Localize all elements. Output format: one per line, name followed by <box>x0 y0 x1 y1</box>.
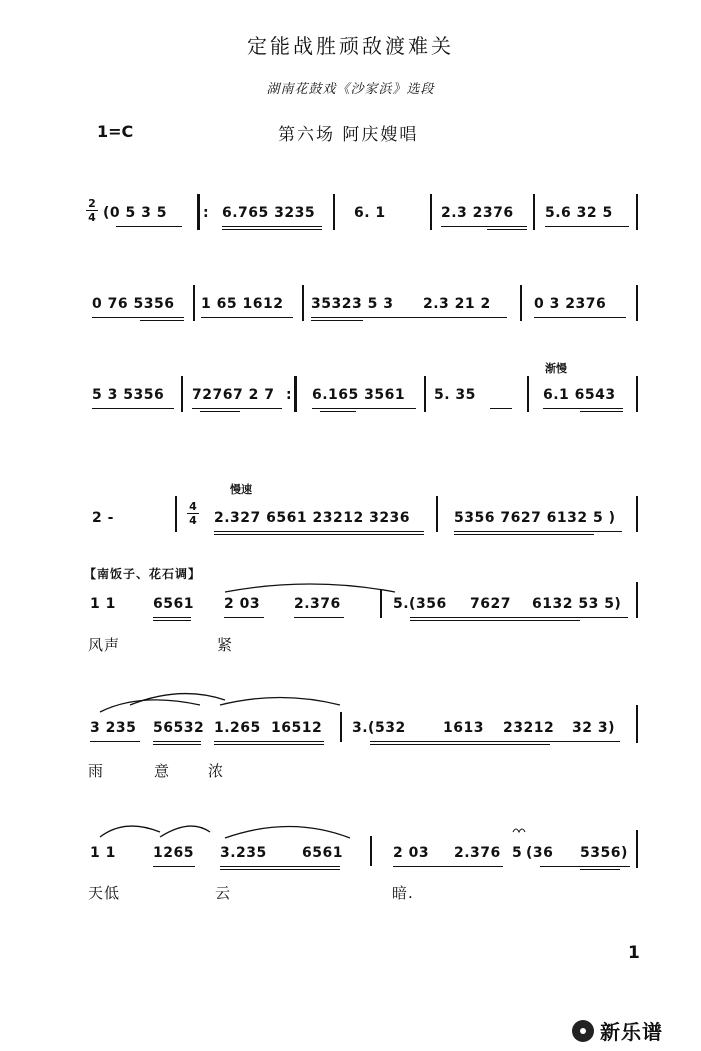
row6-note-1: 3 235 <box>90 720 137 736</box>
row2-measure-5: 0 3 2376 <box>534 296 607 312</box>
lyric-word: 浓 <box>208 762 225 780</box>
row2-measure-2: 1 65 1612 <box>201 296 284 312</box>
row7-note-7: 5 <box>512 845 523 861</box>
time-signature-2-4: 2 4 <box>86 198 98 223</box>
record-disc-icon <box>572 1020 594 1042</box>
lyric-word: 雨 <box>88 762 105 780</box>
row6-note-5: 3.(532 <box>352 720 406 736</box>
row4-measure-2: 2.327 6561 23212 3236 <box>214 510 411 526</box>
row5-note-7: 6132 53 5) <box>532 596 622 612</box>
row4-measure-1: 2 - <box>92 510 114 526</box>
row7-note-4: 6561 <box>302 845 343 861</box>
row6-note-7: 23212 <box>503 720 555 736</box>
row1-measure-5: 5.6 32 5 <box>545 205 613 221</box>
row2-measure-4: 2.3 21 2 <box>423 296 491 312</box>
key-signature: 1=C <box>97 122 134 141</box>
row1-measure-3: 6. 1 <box>354 205 386 221</box>
lyric-word: 天低 <box>88 884 121 902</box>
subtitle: 湖南花鼓戏《沙家浜》选段 <box>266 82 435 97</box>
row7-note-9: 5356) <box>580 845 628 861</box>
lyric-word: 意 <box>154 762 171 780</box>
row4-measure-3: 5356 7627 6132 5 ) <box>454 510 616 526</box>
row1-measure-1: (0 5 3 5 <box>103 205 167 221</box>
lyric-word: 风声 <box>88 636 121 654</box>
row7-note-8: (36 <box>526 845 554 861</box>
site-logo <box>572 1016 663 1045</box>
row5-note-4: 2.376 <box>294 596 341 612</box>
row5-note-2: 6561 <box>153 596 194 612</box>
melody-type-tag: 【南饭子、花石调】 <box>84 567 202 581</box>
row7-note-1: 1 1 <box>90 845 116 861</box>
time-signature-4-4: 4 4 <box>187 501 199 526</box>
row3-measure-5: 6.1 6543 <box>543 387 616 403</box>
row1-measure-2: 6.765 3235 <box>222 205 316 221</box>
row7-note-6: 2.376 <box>454 845 501 861</box>
row6-note-6: 1613 <box>443 720 484 736</box>
row7-note-2: 1265 <box>153 845 194 861</box>
tempo-marking-slow: 慢速 <box>230 483 252 496</box>
row5-note-6: 7627 <box>470 596 511 612</box>
row3-measure-1: 5 3 5356 <box>92 387 165 403</box>
lyric-word: 云 <box>215 884 232 902</box>
repeat-dots: : <box>203 205 210 221</box>
page-title: 定能战胜顽敌渡难关 <box>247 34 454 58</box>
row5-note-3: 2 03 <box>224 596 261 612</box>
row6-note-8: 32 3) <box>572 720 615 736</box>
row5-note-5: 5.(356 <box>393 596 447 612</box>
row5-note-1: 1 1 <box>90 596 116 612</box>
repeat-dots-end: : <box>286 387 293 403</box>
row3-measure-3: 6.165 3561 <box>312 387 406 403</box>
scene-label: 第六场 阿庆嫂唱 <box>278 125 419 145</box>
row6-note-3: 1.265 <box>214 720 261 736</box>
row1-measure-4: 2.3 2376 <box>441 205 514 221</box>
logo-text: 新乐谱 <box>600 1020 663 1044</box>
lyric-word: 暗. <box>392 884 414 902</box>
row2-measure-1: 0 76 5356 <box>92 296 175 312</box>
row6-note-4: 16512 <box>271 720 323 736</box>
row3-measure-4: 5. 35 <box>434 387 476 403</box>
row7-note-3: 3.235 <box>220 845 267 861</box>
lyric-word: 紧 <box>217 636 234 654</box>
page-number: 1 <box>628 943 640 963</box>
row6-note-2: 56532 <box>153 720 205 736</box>
row3-measure-2: 72767 2 7 <box>192 387 275 403</box>
tempo-marking-ritard: 渐慢 <box>545 362 567 375</box>
row7-note-5: 2 03 <box>393 845 430 861</box>
row2-measure-3: 35323 5 3 <box>311 296 394 312</box>
